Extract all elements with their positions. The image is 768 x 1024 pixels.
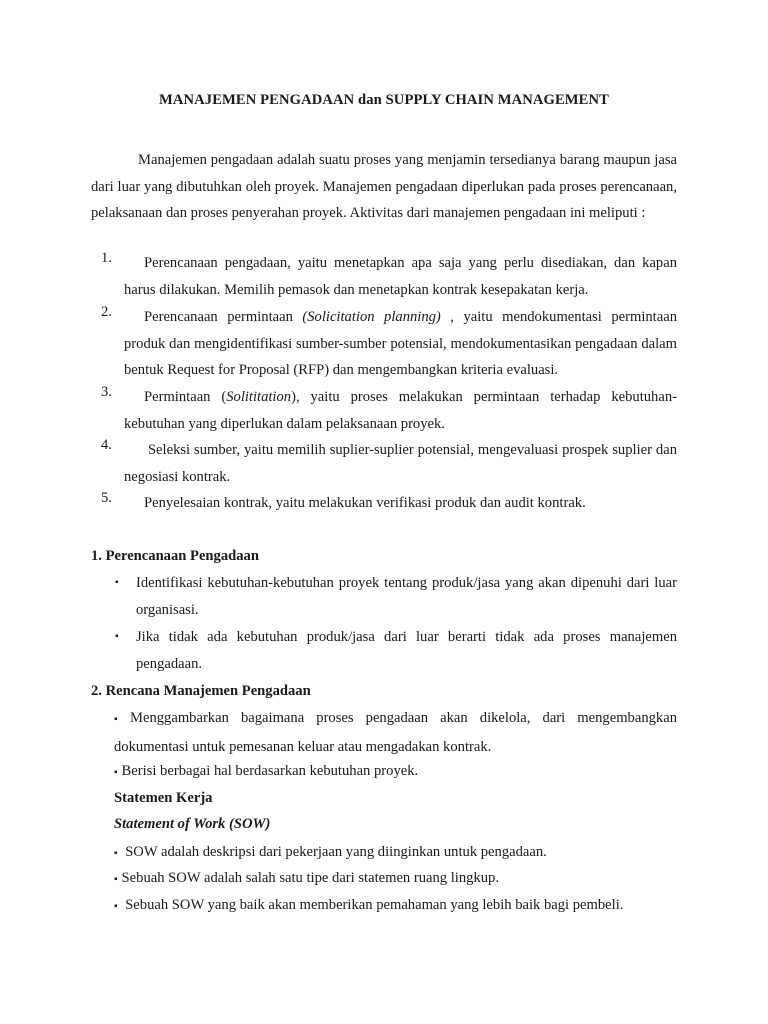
list-number: 1. [101,250,112,266]
bullet-text: Identifikasi kebutuhan-kebutuhan proyek tentang produk/jasa yang akan dipenuhi dari luar organisasi. [136,575,677,618]
bullet-icon: ▪ [114,714,126,725]
subheading-italic: Statement of Work (SOW) [114,816,271,832]
list-text-pre: Permintaan ( [144,389,227,405]
list-number: 4. [101,437,112,453]
list-number: 5. [101,490,112,506]
list-text: Penyelesaian kontrak, yaitu melakukan verifikasi produk dan audit kontrak. [144,495,586,511]
list-text: Perencanaan pengadaan, yaitu menetapkan apa saja yang perlu disediakan, dan kapan harus dilakukan. Memilih pemasok dan menetapkan kontrak kesepakatan kerja. [124,255,677,298]
list-text: Seleksi sumber, yaitu memilih suplier-suplier potensial, mengevaluasi prospek suplier dan negosiasi kontrak. [124,442,677,485]
bullet-text: Jika tidak ada kebutuhan produk/jasa dari luar berarti tidak ada proses manajemen pengadaan. [136,629,677,672]
intro-text: Manajemen pengadaan adalah suatu proses yang menjamin tersedianya barang maupun jasa dari luar yang dibutuhkan oleh proyek. Manajemen pengadaan diperlukan pada proses perencanaan, pelaksanaan dan proses penyerahan proyek. Aktivitas dari manajemen pengadaan ini meliputi : [91,152,677,222]
bullet-text: Berisi berbagai hal berdasarkan kebutuhan proyek. [121,763,419,779]
section-heading: 2. Rencana Manajemen Pengadaan [91,683,311,699]
list-text-pre: Perencanaan permintaan [144,309,303,325]
list-number: 2. [101,304,112,320]
bullet-text: SOW adalah deskripsi dari pekerjaan yang diinginkan untuk pengadaan. [121,844,547,860]
list-text-post: , yaitu mendokumentasi permintaan produk dan mengidentifikasi sumber-sumber potensial, mendokumentasikan pengadaan dalam bentuk Request for Proposal (RFP) dan mengembangkan kriteria evaluasi. [124,309,677,379]
list-text-italic: (Solicitation planning) [302,309,441,325]
list-number: 3. [101,384,112,400]
bullet-icon: ▪ [115,631,119,642]
intro-paragraph [91,147,677,227]
bullet-icon: ▪ [114,767,118,778]
page-title: MANAJEMEN PENGADAAN dan SUPPLY CHAIN MANAGEMENT [159,92,609,108]
bullet-icon: ▪ [115,577,119,588]
bullet-text: Sebuah SOW yang baik akan memberikan pemahaman yang lebih baik bagi pembeli. [121,897,624,913]
bullet-text: Menggambarkan bagaimana proses pengadaan akan dikelola, dari mengembangkan dokumentasi untuk pemesanan keluar atau mengadakan kontrak. [114,710,677,755]
list-text-post: ), yaitu proses melakukan permintaan terhadap kebutuhan-kebutuhan yang diperlukan dalam pelaksanaan proyek. [124,389,677,432]
section-heading: 1. Perencanaan Pengadaan [91,548,259,564]
bullet-icon: ▪ [114,901,118,912]
bullet-icon: ▪ [114,848,118,859]
subheading: Statemen Kerja [114,790,213,806]
bullet-text: Sebuah SOW adalah salah satu tipe dari statemen ruang lingkup. [121,870,499,886]
list-text-italic: Solititation [226,389,292,405]
bullet-icon: ▪ [114,874,118,885]
